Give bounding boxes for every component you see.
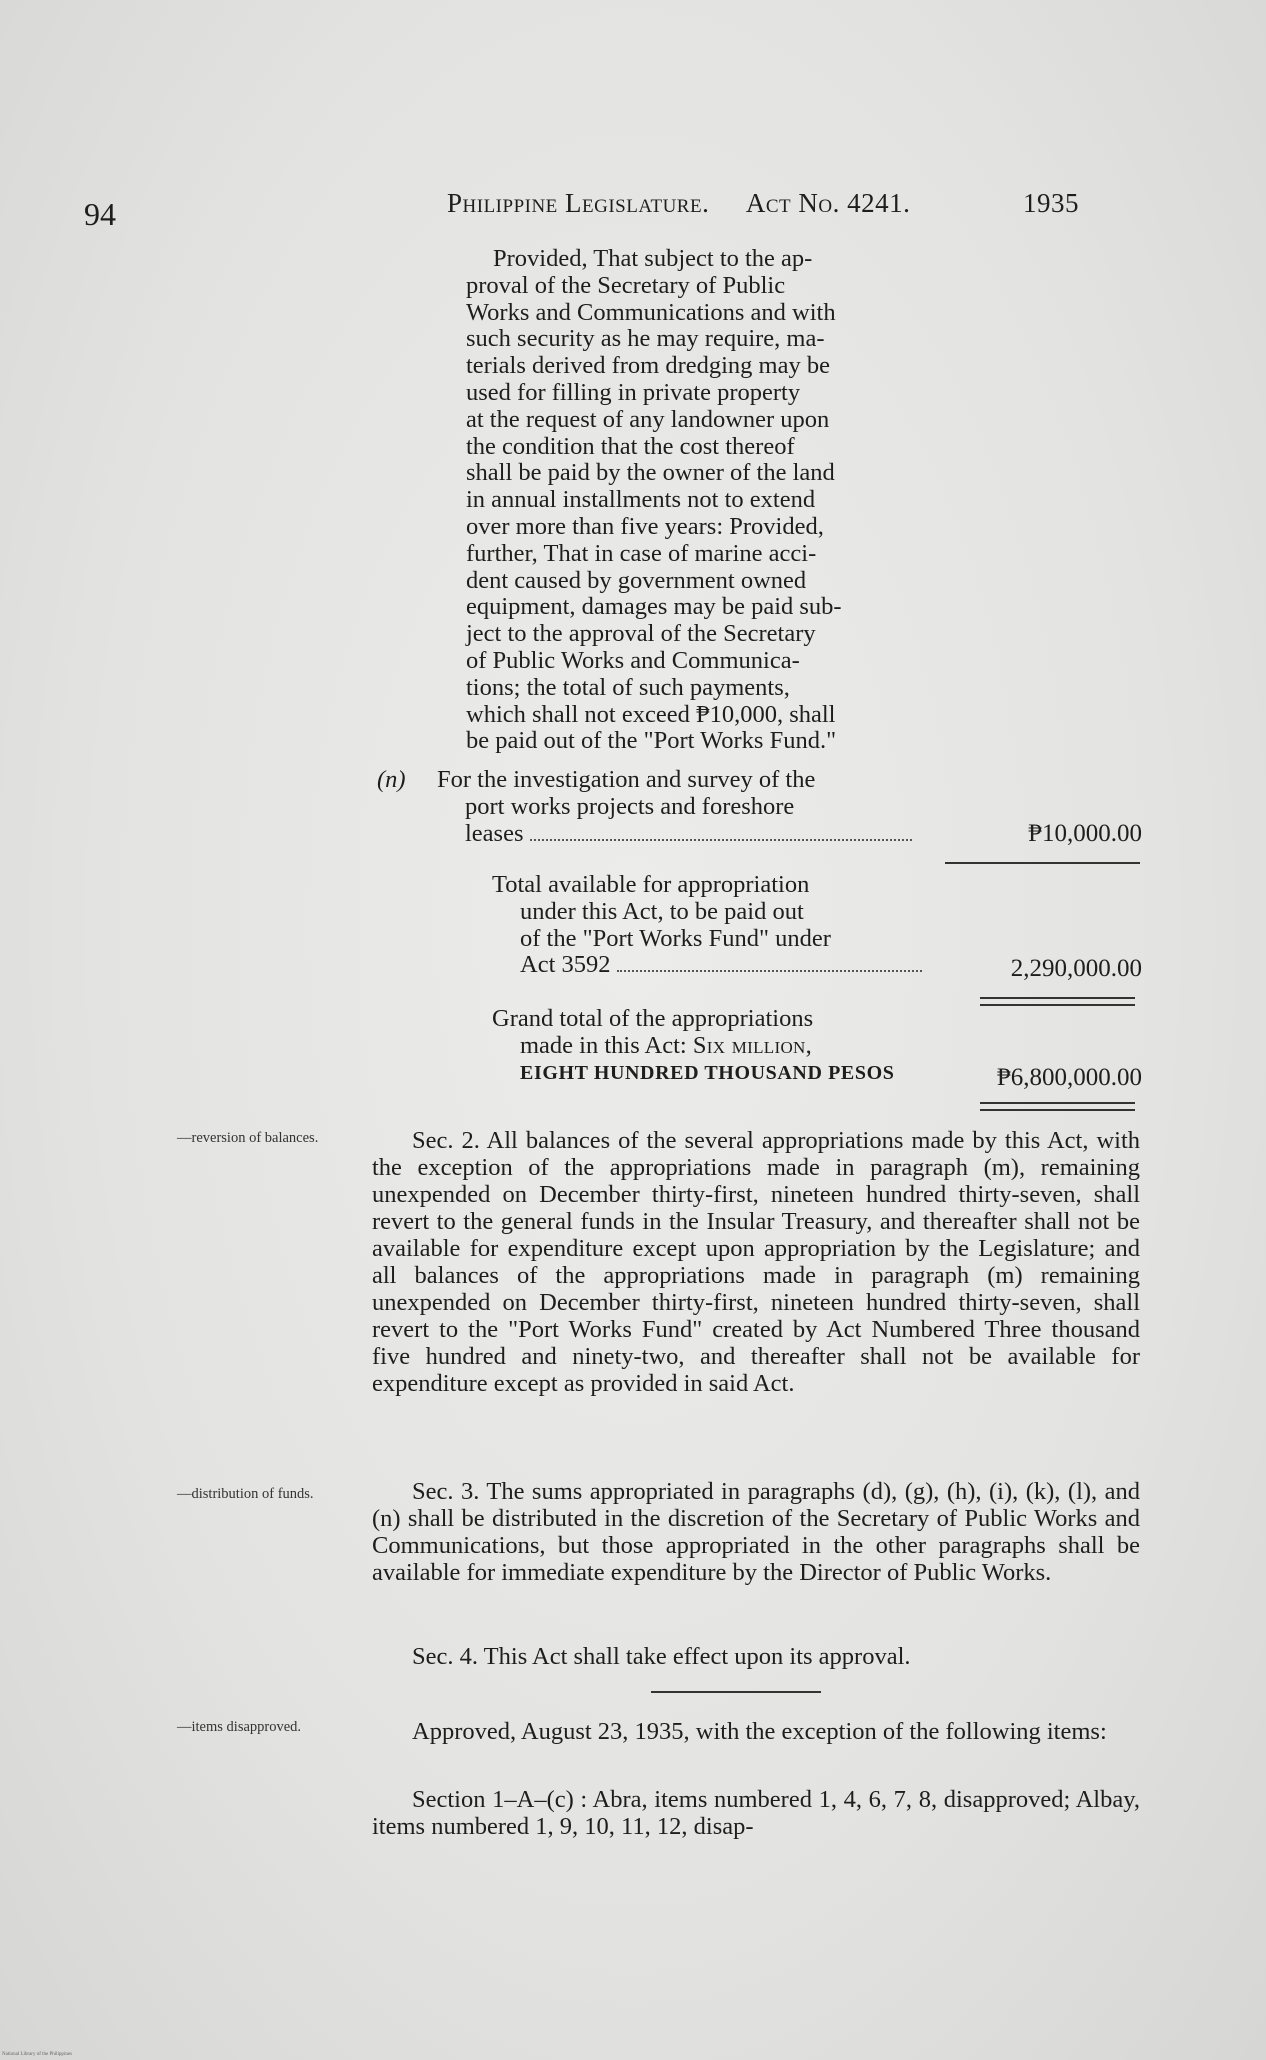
approval-note	[372, 1718, 1140, 1745]
section-3	[372, 1478, 1140, 1586]
total-available-line: under this Act, to be paid out	[520, 897, 804, 925]
proviso-line: at the request of any landowner upon	[466, 405, 830, 433]
double-rule	[980, 1102, 1135, 1111]
grand-total-line	[492, 1033, 962, 1060]
section-2-text: Sec. 2. All balances of the several appropriations made by this Act, with the exception of the appropriations made in paragraph (m), remaining unexpended on December thirty-first, nineteen hundred thirty-seven, shall revert to the general funds in the Insular Treasury, and thereafter shall not be available for expenditure except upon appropriation by the Legislature; and all balances of the appropriations made in paragraph (m) remaining unexpended on December thirty-first, nineteen hundred thirty-seven, shall revert to the "Port Works Fund" created by Act Numbered Three thousand five hundred and ninety-two, and thereafter shall not be available for expenditure except as provided in said Act.	[372, 1127, 1140, 1397]
proviso-line: over more than five years: Provided,	[466, 512, 824, 540]
proviso-line: ject to the approval of the Secretary	[466, 620, 816, 648]
section-2	[372, 1127, 1140, 1397]
proviso-line: further, That in case of marine acci-	[466, 539, 817, 567]
grand-total-line: Grand total of the appropriations	[492, 1005, 814, 1032]
act-3592-label: Act 3592	[520, 951, 611, 979]
total-available-line: Total available for appropriation	[492, 871, 810, 898]
item-n-line: port works projects and foreshore	[465, 792, 795, 820]
proviso-line: the condition that the cost thereof	[466, 432, 795, 460]
total-available-amount: 2,290,000.00	[1010, 955, 1142, 982]
running-head-act: Act No. 4241.	[745, 188, 911, 218]
section-end-rule	[651, 1691, 821, 1693]
proviso-line: terials derived from dredging may be	[466, 352, 830, 380]
proviso-line: dent caused by government owned	[466, 566, 807, 594]
section-1a-note	[372, 1786, 1140, 1840]
proviso-paragraph	[466, 246, 950, 755]
page-number: 94	[84, 196, 116, 232]
margin-note-distribution: —distribution of funds.	[177, 1486, 314, 1502]
proviso-line: such security as he may require, ma-	[466, 325, 825, 353]
total-available-line: of the "Port Works Fund" under	[520, 924, 831, 952]
proviso-line: equipment, damages may be paid sub-	[466, 593, 842, 621]
margin-note-reversion: —reversion of balances.	[177, 1130, 319, 1146]
total-available-block	[492, 872, 952, 979]
item-n-line-leader	[437, 821, 950, 848]
grand-total-amount: ₱6,800,000.00	[996, 1064, 1142, 1091]
margin-note-items: —items disapproved.	[177, 1719, 302, 1735]
section-1a-text: Section 1–A–(c) : Abra, items numbered 1, 4, 6, 7, 8, disapproved; Albay, items numbered 1, 9, 10, 11, 12, disap-	[372, 1786, 1140, 1840]
total-available-line-leader	[492, 952, 952, 979]
double-rule	[980, 997, 1135, 1006]
dot-leader	[617, 969, 922, 972]
running-head-title: Philippine Legislature.	[447, 188, 710, 218]
grand-total-text: made in this Act:	[520, 1031, 687, 1059]
subtotal-rule	[945, 862, 1140, 864]
scan-credit: National Library of the Philippines	[2, 2052, 72, 2057]
proviso-line: be paid out of the "Port Works Fund."	[466, 727, 837, 755]
section-4-text: Sec. 4. This Act shall take effect upon its approval.	[412, 1643, 911, 1670]
item-n-line: For the investigation and survey of the	[437, 766, 816, 793]
grand-total-words: Six million,	[692, 1031, 813, 1059]
proviso-line: used for filling in private property	[466, 378, 801, 406]
approval-text: Approved, August 23, 1935, with the exception of the following items:	[412, 1718, 1107, 1745]
proviso-line: Works and Communications and with	[466, 298, 836, 326]
proviso-line: Provided, That subject to the ap-	[493, 245, 813, 272]
running-head	[447, 188, 1079, 219]
proviso-line: in annual installments not to extend	[466, 486, 816, 514]
proviso-line: tions; the total of such payments,	[466, 673, 790, 701]
dot-leader	[530, 838, 912, 841]
proviso-line: of Public Works and Communica-	[466, 646, 800, 674]
item-n-leases-label: leases	[465, 819, 524, 847]
item-n-marker: (n)	[377, 766, 406, 793]
running-head-year: 1935	[1023, 188, 1079, 218]
section-3-text: Sec. 3. The sums appropriated in paragraphs (d), (g), (h), (i), (k), (l), and (n) shall be distributed in the discretion of the Secretary of Public Works and Communications, but those appropriated in the other paragraphs shall be available for immediate expenditure by the Director of Public Works.	[372, 1478, 1140, 1586]
grand-total-block	[492, 1006, 962, 1086]
proviso-line: shall be paid by the owner of the land	[466, 459, 835, 487]
proviso-line: proval of the Secretary of Public	[466, 271, 786, 299]
grand-total-words-line: EIGHT HUNDRED THOUSAND PESOS	[520, 1061, 895, 1084]
section-4	[372, 1643, 1140, 1670]
item-n-amount: ₱10,000.00	[1028, 820, 1142, 847]
proviso-line: which shall not exceed ₱10,000, shall	[466, 700, 836, 728]
